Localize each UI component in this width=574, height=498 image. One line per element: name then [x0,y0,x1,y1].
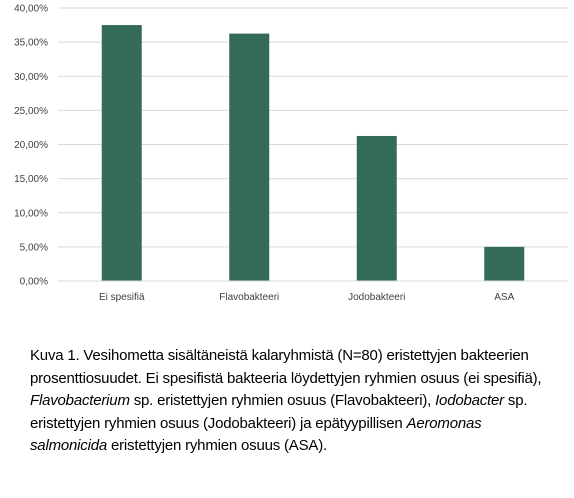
y-tick-label: 40,00% [14,3,48,15]
caption-text-2: sp. eristettyjen ryhmien osuus (Flavobakteeri), [129,392,436,409]
y-tick-label: 20,00% [14,140,48,151]
y-tick-label: 10,00% [14,208,48,220]
x-category-label: Jodobakteeri [348,292,406,303]
caption-text-1: Kuva 1. Vesihometta sisältäneistä kalaryhmistä (N=80) eristettyjen bakteerien prosenttiosuudet. Ei spesifistä bakteeria löydettyjen ryhmien osuus (ei spesifiä), [30,347,542,387]
bar [229,34,269,281]
caption-text-3: sp. eristettyjen ryhmien osuus (Jodobakteeri) ja epätyypillisen [30,392,528,432]
caption-text-4: eristettyjen ryhmien osuus (ASA). [107,437,327,454]
bar [484,247,524,281]
y-axis-tick-labels [14,4,48,288]
x-category-label: ASA [494,292,515,303]
caption-italic-iodobacter: Iodobacter [435,392,504,409]
caption-italic-flavobacterium: Flavobacterium [30,392,130,409]
y-tick-label: 30,00% [14,71,48,83]
y-tick-label: 25,00% [14,105,48,117]
bar [102,25,142,281]
bar [357,136,397,281]
x-category-label: Ei spesifiä [98,292,145,303]
caption-italic-aeromonas: Aeromonas salmonicida [30,414,482,454]
x-axis-category-labels [99,292,515,303]
y-tick-label: 0,00% [19,276,48,288]
figure-caption [30,345,560,458]
y-tick-label: 35,00% [14,37,48,49]
y-tick-label: 5,00% [19,242,48,254]
x-category-label: Flavobakteeri [219,292,280,303]
y-tick-label: 15,00% [14,174,48,186]
bars [102,25,525,281]
